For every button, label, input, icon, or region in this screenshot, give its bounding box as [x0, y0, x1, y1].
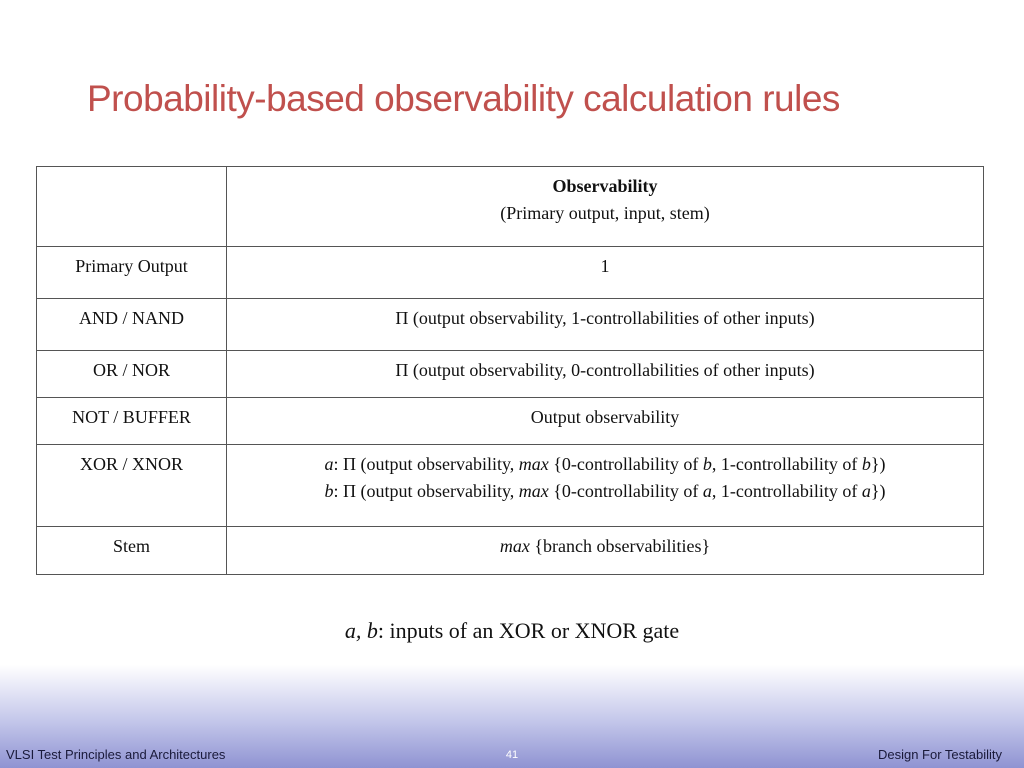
header-subtitle: (Primary output, input, stem) [500, 203, 710, 223]
row-rule [227, 445, 984, 527]
header-title: Observability [552, 176, 658, 196]
row-rule: Π (output observability, 0-controllabilities of other inputs) [227, 351, 984, 398]
table-row [37, 247, 984, 299]
footnote: a, b: inputs of an XOR or XNOR gate [344, 618, 680, 643]
row-label: OR / NOR [37, 351, 227, 398]
row-label: NOT / BUFFER [37, 398, 227, 445]
row-rule: 1 [227, 247, 984, 299]
table-row [37, 167, 984, 247]
slide-title: Probability-based observability calculation rules [87, 78, 840, 119]
table-row [37, 351, 984, 398]
row-label: AND / NAND [37, 299, 227, 351]
table-row [37, 445, 984, 527]
row-rule: max {branch observabilities} [227, 527, 984, 575]
row-label: Primary Output [37, 247, 227, 299]
header-cell [227, 167, 984, 247]
footer-course-title: VLSI Test Principles and Architectures [6, 747, 226, 762]
table-row [37, 398, 984, 445]
footer-chapter: Design For Testability [877, 747, 1002, 762]
observability-rules-table [36, 166, 984, 575]
page-number: 41 [505, 749, 519, 761]
row-label: Stem [37, 527, 227, 575]
table-row [37, 527, 984, 575]
header-empty-cell [37, 167, 227, 247]
row-rule: Output observability [227, 398, 984, 445]
row-rule: Π (output observability, 1-controllabilities of other inputs) [227, 299, 984, 351]
xor-rule-a: a: Π (output observability, max {0-controllability of b, 1-controllability of b}) [324, 454, 886, 474]
table-row [37, 299, 984, 351]
row-label: XOR / XNOR [37, 445, 227, 527]
xor-rule-b: b: Π (output observability, max {0-controllability of a, 1-controllability of a}) [324, 481, 886, 501]
